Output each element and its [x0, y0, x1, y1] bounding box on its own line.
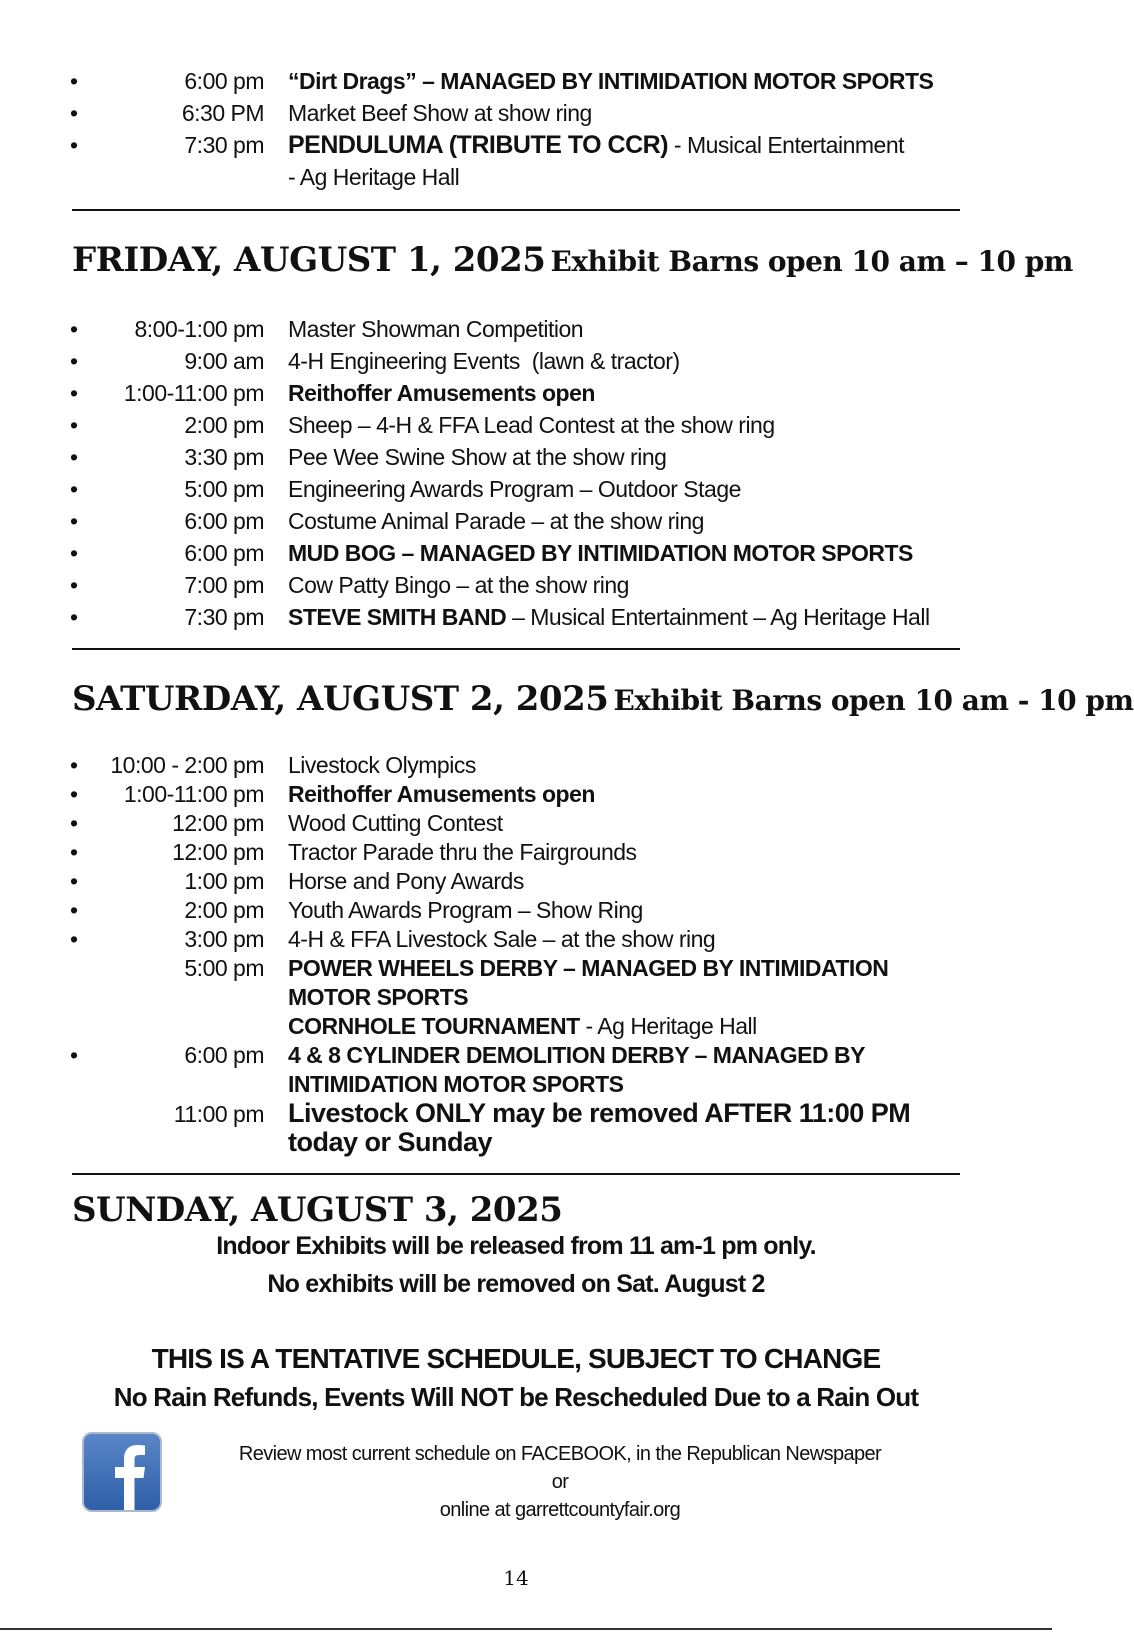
event-time: 7:30 pm [184, 604, 264, 630]
event-title: Wood Cutting Contest [288, 810, 503, 836]
event-time: 6:00 pm [184, 1042, 264, 1068]
page-bottom-border [0, 1628, 1052, 1630]
section-divider [72, 648, 960, 650]
event-title: Pee Wee Swine Show at the show ring [288, 444, 667, 470]
rain-notice: No Rain Refunds, Events Will NOT be Rescheduled Due to a Rain Out [113, 1382, 919, 1412]
event-title [288, 130, 968, 160]
event-title-bold: STEVE SMITH BAND [288, 604, 507, 630]
event-time: 1:00 pm [184, 868, 264, 894]
event-title: Livestock Olympics [288, 752, 476, 778]
event-title: Tractor Parade thru the Fairgrounds [288, 839, 637, 865]
event-title: Engineering Awards Program – Outdoor Stage [288, 476, 741, 502]
event-title-line2: - Ag Heritage Hall [288, 164, 460, 190]
event-title: Market Beef Show at show ring [288, 100, 592, 126]
bullet: • [70, 926, 78, 952]
page-number: 14 [503, 1566, 529, 1590]
event-title [288, 602, 968, 632]
event-title-bold: PENDULUMA (TRIBUTE TO CCR) [288, 131, 669, 159]
event-time: 6:00 pm [184, 68, 264, 94]
sunday-note-2: No exhibits will be removed on Sat. August 2 [267, 1270, 765, 1298]
event-time: 2:00 pm [184, 412, 264, 438]
event-title-rest: - Ag Heritage Hall [579, 1013, 757, 1039]
bullet: • [70, 572, 78, 598]
bullet: • [70, 752, 78, 778]
bullet: • [70, 781, 78, 807]
event-title-rest: - Musical Entertainment [668, 132, 905, 158]
bullet: • [70, 412, 78, 438]
event-title: Youth Awards Program – Show Ring [288, 897, 643, 923]
event-title [288, 1011, 968, 1041]
event-time: 1:00-11:00 pm [123, 380, 264, 406]
event-title-line2: INTIMIDATION MOTOR SPORTS [288, 1071, 624, 1097]
bullet: • [70, 476, 78, 502]
tentative-notice: THIS IS A TENTATIVE SCHEDULE, SUBJECT TO CHANGE [151, 1343, 881, 1374]
event-time: 7:00 pm [184, 572, 264, 598]
bullet: • [70, 316, 78, 342]
bullet: • [70, 132, 78, 158]
day-title: FRIDAY, AUGUST 1, 2025 [72, 240, 546, 280]
sunday-note-1: Indoor Exhibits will be released from 11 am-1 pm only. [216, 1232, 816, 1260]
section-divider [72, 1173, 960, 1175]
bullet: • [70, 810, 78, 836]
event-title: Reithoffer Amusements open [288, 380, 595, 406]
event-title: Sheep – 4-H & FFA Lead Contest at the show ring [288, 412, 775, 438]
saturday-heading [72, 679, 1134, 719]
event-title: Master Showman Competition [288, 316, 584, 342]
bullet: • [70, 540, 78, 566]
facebook-icon [82, 1432, 162, 1512]
bullet: • [70, 68, 78, 94]
event-title: Costume Animal Parade – at the show ring [288, 508, 704, 534]
event-title: POWER WHEELS DERBY – MANAGED BY INTIMIDATION [288, 955, 889, 981]
event-time: 2:00 pm [184, 897, 264, 923]
event-time: 1:00-11:00 pm [123, 781, 264, 807]
event-title-line2: MOTOR SPORTS [288, 984, 469, 1010]
bullet: • [70, 100, 78, 126]
event-time: 11:00 pm [173, 1101, 264, 1127]
event-time: 3:30 pm [184, 444, 264, 470]
bullet: • [70, 604, 78, 630]
event-title-rest: – Musical Entertainment – Ag Heritage Hall [506, 604, 930, 630]
event-time: 7:30 pm [184, 132, 264, 158]
event-title: 4 & 8 CYLINDER DEMOLITION DERBY – MANAGED BY [288, 1042, 865, 1068]
event-title: Livestock ONLY may be removed AFTER 11:00 PM [288, 1098, 911, 1128]
event-title: Cow Patty Bingo – at the show ring [288, 572, 629, 598]
event-title: 4-H Engineering Events (lawn & tractor) [288, 348, 680, 374]
day-subtitle: Exhibit Barns open 10 am - 10 pm [613, 684, 1134, 717]
bullet: • [70, 897, 78, 923]
friday-heading [72, 240, 1073, 280]
event-title: Reithoffer Amusements open [288, 781, 595, 807]
bullet: • [70, 380, 78, 406]
event-time: 12:00 pm [172, 839, 264, 865]
day-title: SATURDAY, AUGUST 2, 2025 [72, 679, 609, 719]
bullet: • [70, 868, 78, 894]
day-subtitle: Exhibit Barns open 10 am – 10 pm [550, 245, 1073, 278]
footer-note-line2: online at garrettcountyfair.org [439, 1499, 681, 1521]
bullet: • [70, 508, 78, 534]
bullet: • [70, 1042, 78, 1068]
event-title: “Dirt Drags” – MANAGED BY INTIMIDATION MOTOR SPORTS [288, 68, 934, 94]
event-time: 6:30 PM [181, 100, 264, 126]
bullet: • [70, 348, 78, 374]
event-title: MUD BOG – MANAGED BY INTIMIDATION MOTOR SPORTS [288, 540, 913, 566]
event-title: 4-H & FFA Livestock Sale – at the show ring [288, 926, 716, 952]
day-title: SUNDAY, AUGUST 3, 2025 [72, 1190, 563, 1230]
event-time: 8:00-1:00 pm [134, 316, 264, 342]
bullet: • [70, 444, 78, 470]
event-time: 5:00 pm [184, 476, 264, 502]
event-time: 12:00 pm [172, 810, 264, 836]
event-time: 6:00 pm [184, 540, 264, 566]
section-divider [72, 209, 960, 211]
sunday-heading [72, 1190, 562, 1230]
event-title-line2: today or Sunday [288, 1127, 493, 1157]
event-time: 5:00 pm [184, 955, 264, 981]
event-time: 6:00 pm [184, 508, 264, 534]
event-title: Horse and Pony Awards [288, 868, 524, 894]
event-title-bold: CORNHOLE TOURNAMENT [288, 1013, 580, 1039]
footer-note [230, 1440, 890, 1524]
event-time: 10:00 - 2:00 pm [110, 752, 264, 778]
bullet: • [70, 839, 78, 865]
event-time: 9:00 am [184, 348, 264, 374]
event-time: 3:00 pm [184, 926, 264, 952]
footer-note-line1: Review most current schedule on FACEBOOK, in the Republican Newspaper or [238, 1443, 882, 1493]
